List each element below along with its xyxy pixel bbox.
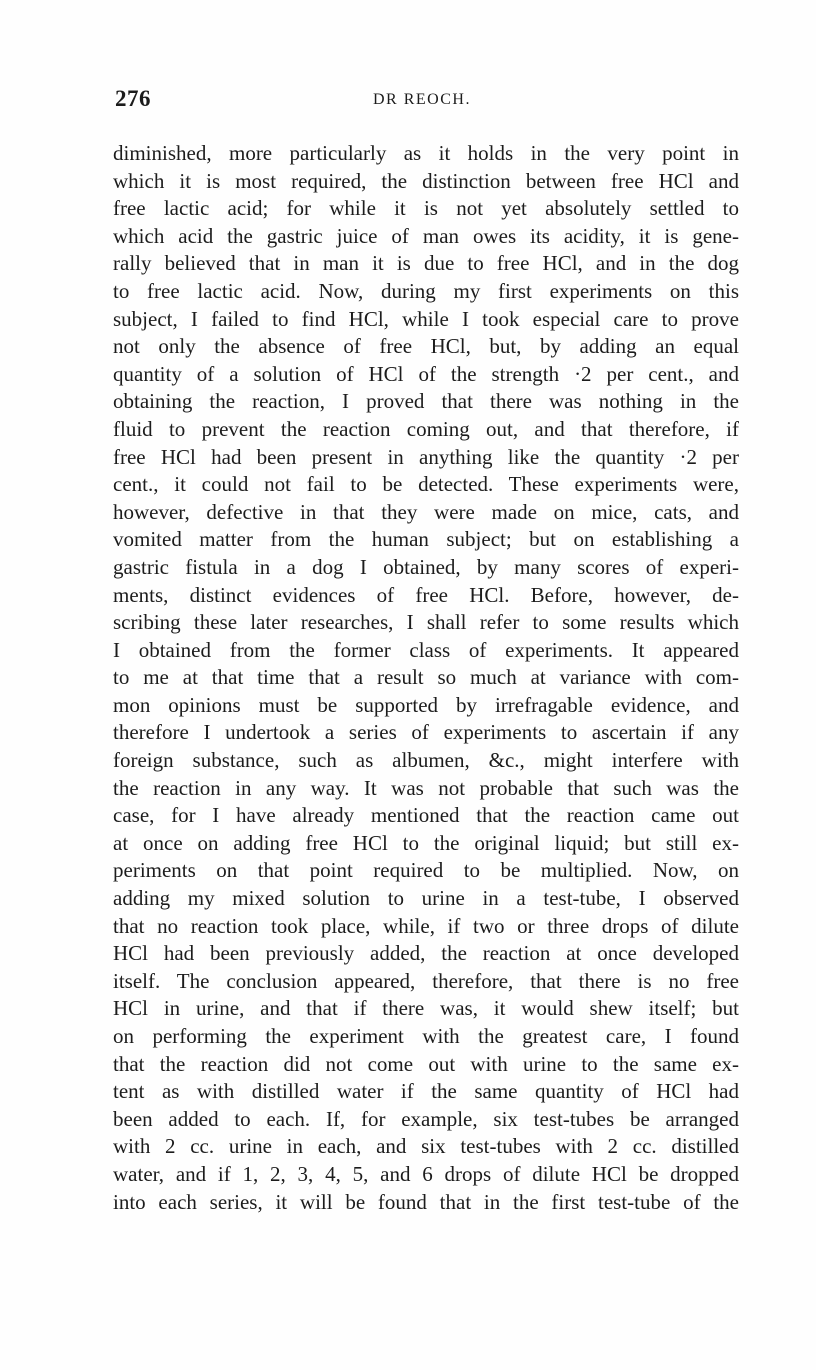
- text-line: obtaining the reaction, I proved that there was nothing in the: [113, 389, 739, 414]
- body-paragraph: [113, 140, 739, 1216]
- text-line: water, and if 1, 2, 3, 4, 5, and 6 drops of dilute HCl be dropped: [113, 1161, 739, 1186]
- text-line: adding my mixed solution to urine in a test-tube, I observed: [113, 886, 739, 911]
- text-line: free HCl had been present in anything like the quantity ·2 per: [113, 444, 739, 469]
- text-line: ments, distinct evidences of free HCl. Before, however, de-: [113, 582, 739, 607]
- text-line: that no reaction took place, while, if two or three drops of dilute: [113, 913, 739, 938]
- text-line: the reaction in any way. It was not probable that such was the: [113, 775, 739, 800]
- running-head-title: DR REOCH.: [373, 91, 471, 108]
- text-line: rally believed that in man it is due to free HCl, and in the dog: [113, 251, 739, 276]
- text-line: itself. The conclusion appeared, therefore, that there is no free: [113, 968, 739, 993]
- text-line: periments on that point required to be multiplied. Now, on: [113, 858, 739, 883]
- text-line: quantity of a solution of HCl of the strength ·2 per cent., and: [113, 361, 739, 386]
- text-line: tent as with distilled water if the same quantity of HCl had: [113, 1079, 739, 1104]
- text-line: case, for I have already mentioned that the reaction came out: [113, 803, 739, 828]
- text-line: which acid the gastric juice of man owes its acidity, it is gene-: [113, 223, 739, 248]
- text-line: HCl had been previously added, the reaction at once developed: [113, 941, 739, 966]
- page-number: 276: [115, 86, 151, 111]
- text-line: fluid to prevent the reaction coming out, and that therefore, if: [113, 416, 739, 441]
- text-line: subject, I failed to find HCl, while I took especial care to prove: [113, 306, 739, 331]
- text-line: HCl in urine, and that if there was, it would shew itself; but: [113, 996, 739, 1021]
- text-line: on performing the experiment with the greatest care, I found: [113, 1024, 739, 1048]
- text-line: therefore I undertook a series of experiments to ascertain if any: [113, 720, 739, 745]
- text-line: with 2 cc. urine in each, and six test-tubes with 2 cc. distilled: [113, 1134, 739, 1159]
- text-line: foreign substance, such as albumen, &c., might interfere with: [113, 748, 739, 773]
- text-line: been added to each. If, for example, six test-tubes be arranged: [113, 1106, 739, 1131]
- text-line: gastric fistula in a dog I obtained, by many scores of experi-: [113, 554, 739, 579]
- text-line: that the reaction did not come out with urine to the same ex-: [113, 1051, 739, 1076]
- text-line: to free lactic acid. Now, during my first experiments on this: [113, 278, 739, 303]
- text-line: free lactic acid; for while it is not yet absolutely settled to: [113, 196, 739, 221]
- text-line: scribing these later researches, I shall refer to some results which: [113, 610, 739, 635]
- text-line: mon opinions must be supported by irrefragable evidence, and: [113, 692, 739, 717]
- text-line: which it is most required, the distinction between free HCl and: [113, 168, 739, 193]
- text-line: not only the absence of free HCl, but, by adding an equal: [113, 334, 739, 359]
- text-line: however, defective in that they were made on mice, cats, and: [113, 499, 739, 524]
- text-line: to me at that time that a result so much at variance with com-: [113, 665, 739, 690]
- text-line: at once on adding free HCl to the original liquid; but still ex-: [113, 830, 739, 855]
- text-line: into each series, it will be found that in the first test-tube of the: [113, 1189, 739, 1214]
- text-line: diminished, more particularly as it holds in the very point in: [113, 141, 739, 165]
- text-line: vomited matter from the human subject; but on establishing a: [113, 527, 739, 552]
- text-line: I obtained from the former class of experiments. It appeared: [113, 637, 739, 662]
- text-line: cent., it could not fail to be detected. These experiments were,: [113, 472, 739, 497]
